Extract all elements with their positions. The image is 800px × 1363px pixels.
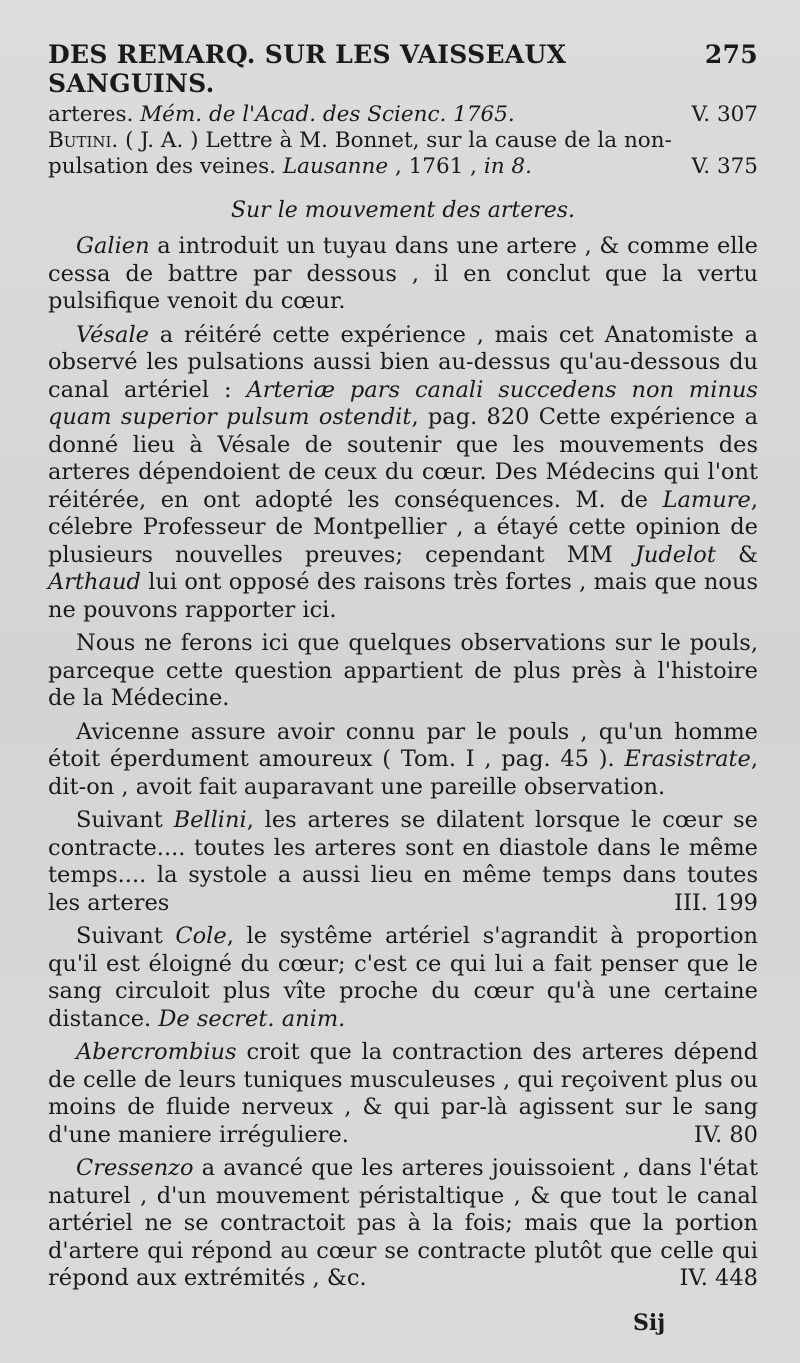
section-title: Sur le mouvement des arteres. [230,198,576,223]
signature-mark: Sij [633,1310,666,1336]
page-content [48,40,758,1299]
page-number: 275 [704,40,758,69]
paragraph: Avicenne assure avoir connu par le pouls , qu'un homme étoit éperdument amoureux ( Tom. I , pag. 45 ). Erasistrate, dit-on , avoit fait auparavant une pareille observation. [48,718,758,800]
bibliography-entry: Butini. ( J. A. ) Lettre à M. Bonnet, sur la cause de la non- pulsation des veines. Lausanne , 1761 , in 8. V. 375 [48,128,758,179]
entry-place: Lausanne [282,154,389,179]
paragraph-ref: IV. 448 [679,1265,758,1291]
paragraph: Abercrombius croit que la contraction des arteres dépend de celle de leurs tuniques musculeuses , qui reçoivent plus ou moins de fluide nerveux , & qui par-là agissent sur le sang d'une maniere irréguliere. IV. 80 [48,1039,759,1148]
latin-quote: Arteriæ pars canali succedens non minus quam superior pulsum ostendit [48,376,758,430]
paragraph-ref: III. 199 [674,889,758,916]
entry-ref: V. 307 [691,102,758,127]
running-title: DES REMARQ. SUR LES VAISSEAUX SANGUINS. [48,40,567,98]
paragraph-source: De secret. anim. [158,1005,346,1032]
paragraph: Nous ne ferons ici que quelques observations sur le pouls, parceque cette question appartient de plus près à l'histoire de la Médecine. [48,630,758,711]
entry-ref: V. 375 [691,154,758,179]
bibliography-entry: arteres. Mém. de l'Acad. des Scienc. 1765. V. 307 [48,102,758,127]
paragraph: Suivant Cole, le systême artériel s'agrandit à proportion qu'il est éloigné du cœur; c'est ce qui lui a fait penser que le sang circuloit plus vîte proche du cœur qu'à une certaine distance. De secret. anim. [48,923,758,1032]
entry-author: Butini. ( J. A. ) [48,128,199,153]
entry-source: Mém. de l'Acad. des Scienc. 1765. [140,102,515,127]
paragraph: Galien a introduit un tuyau dans une artere , & comme elle cessa de battre par dessous , il en conclut que la vertu pulsifique venoit du cœur. [48,233,758,314]
paragraph: Suivant Bellini, les arteres se dilatent lorsque le cœur se contracte.... toutes les arteres sont en diastole dans le même temps.... la systole a aussi lieu en même temps dans toutes les arteres III. 199 [48,807,758,916]
paragraph: Cressenzo a avancé que les arteres jouissoient , dans l'état naturel , d'un mouvement péristaltique , & que tout le canal artériel ne se contractoit pas à la fois; mais que la portion d'artere qui répond au cœur se contracte plutôt que celle qui répond aux extrémités , &c. IV. 448 [48,1155,758,1291]
entry-format: in 8. [483,154,532,179]
paragraph: Vésale a réitéré cette expérience , mais cet Anatomiste a observé les pulsations aussi bien au-dessus qu'au-dessous du canal artériel : Arteriæ pars canali succedens non minus quam superior pulsum ostendit, pag. 820 Cette expérience a donné lieu à Vésale de soutenir que les mouvements des arteres dépendoient de ceux du cœur. Des Médecins qui l'ont réitérée, en ont adopté les conséquences. M. de Lamure, célebre Professeur de Montpellier , a étayé cette opinion de plusieurs nouvelles preuves; cependant MM Judelot & Arthaud lui ont opposé des raisons très fortes , mais que nous ne pouvons rapporter ici. [48,321,759,623]
paragraph-ref: IV. 80 [693,1121,758,1148]
running-head [48,40,758,98]
